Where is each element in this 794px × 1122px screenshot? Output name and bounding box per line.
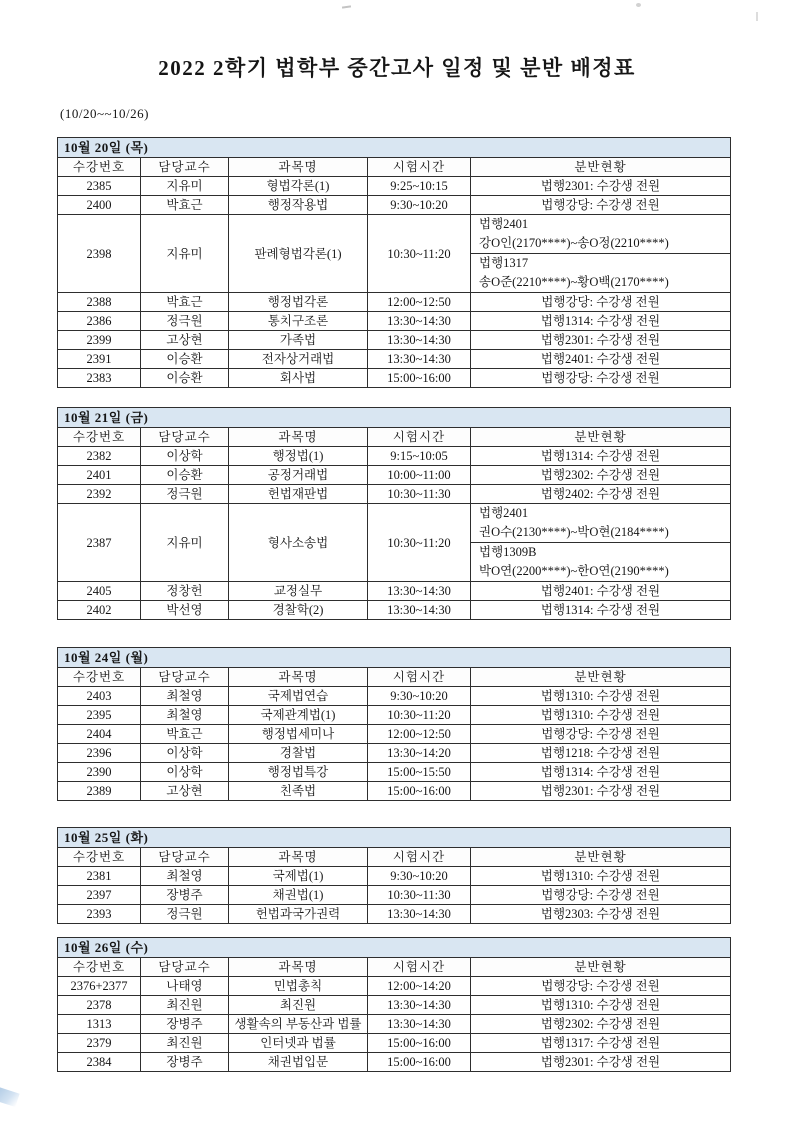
cell-room-assignment: 법행2401: 수강생 전원 — [471, 350, 731, 369]
cell-course-code: 2391 — [58, 350, 141, 369]
cell-exam-time: 9:25~10:15 — [368, 177, 471, 196]
exam-day-section — [57, 827, 730, 924]
table-date-header: 10월 21일 (금) — [58, 408, 731, 428]
cell-room-assignment: 법행2402: 수강생 전원 — [471, 485, 731, 504]
cell-exam-time: 13:30~14:30 — [368, 601, 471, 620]
exam-row — [58, 763, 731, 782]
cell-course-code: 2405 — [58, 582, 141, 601]
cell-professor: 박효근 — [141, 725, 229, 744]
column-header: 분반현황 — [471, 428, 731, 447]
cell-room-assignment — [471, 215, 731, 293]
cell-professor: 박선영 — [141, 601, 229, 620]
cell-course-code: 2379 — [58, 1034, 141, 1053]
column-header: 시험시간 — [368, 428, 471, 447]
cell-professor: 장병주 — [141, 1015, 229, 1034]
column-header: 담당교수 — [141, 958, 229, 977]
cell-exam-time: 13:30~14:20 — [368, 744, 471, 763]
cell-course-code: 2393 — [58, 905, 141, 924]
cell-room-assignment: 법행강당: 수강생 전원 — [471, 886, 731, 905]
cell-room-assignment: 법행1310: 수강생 전원 — [471, 996, 731, 1015]
cell-exam-time: 12:00~12:50 — [368, 293, 471, 312]
scan-artifact — [636, 3, 641, 7]
exam-row — [58, 886, 731, 905]
cell-exam-time: 13:30~14:30 — [368, 312, 471, 331]
column-header: 시험시간 — [368, 158, 471, 177]
cell-exam-time: 9:30~10:20 — [368, 687, 471, 706]
cell-exam-time: 10:30~11:30 — [368, 485, 471, 504]
cell-course-name: 국제법(1) — [229, 867, 368, 886]
cell-course-name: 판례형법각론(1) — [229, 215, 368, 293]
cell-course-code: 2386 — [58, 312, 141, 331]
column-header: 과목명 — [229, 848, 368, 867]
cell-course-code: 2383 — [58, 369, 141, 388]
room-line: 법행1317 — [479, 256, 529, 270]
exam-day-table — [57, 407, 731, 620]
cell-course-name: 인터넷과 법률 — [229, 1034, 368, 1053]
exam-row — [58, 687, 731, 706]
cell-exam-time: 10:00~11:00 — [368, 466, 471, 485]
column-header: 시험시간 — [368, 958, 471, 977]
cell-course-name: 회사법 — [229, 369, 368, 388]
column-header: 시험시간 — [368, 848, 471, 867]
cell-exam-time: 10:30~11:30 — [368, 886, 471, 905]
cell-course-code: 1313 — [58, 1015, 141, 1034]
cell-professor: 지유미 — [141, 215, 229, 293]
cell-exam-time: 15:00~15:50 — [368, 763, 471, 782]
cell-course-name: 교정실무 — [229, 582, 368, 601]
cell-course-name: 최진원 — [229, 996, 368, 1015]
exam-row — [58, 744, 731, 763]
cell-professor: 정극원 — [141, 312, 229, 331]
cell-course-name: 행정법세미나 — [229, 725, 368, 744]
column-header: 수강번호 — [58, 848, 141, 867]
cell-course-code: 2382 — [58, 447, 141, 466]
cell-course-code: 2404 — [58, 725, 141, 744]
cell-room-assignment: 법행2303: 수강생 전원 — [471, 905, 731, 924]
cell-room-assignment: 법행2401: 수강생 전원 — [471, 582, 731, 601]
cell-room-assignment: 법행강당: 수강생 전원 — [471, 196, 731, 215]
cell-professor: 이승환 — [141, 466, 229, 485]
cell-exam-time: 9:15~10:05 — [368, 447, 471, 466]
cell-room-assignment: 법행강당: 수강생 전원 — [471, 977, 731, 996]
cell-course-name: 민법총칙 — [229, 977, 368, 996]
cell-exam-time: 10:30~11:20 — [368, 504, 471, 582]
cell-room-assignment: 법행강당: 수강생 전원 — [471, 293, 731, 312]
column-header: 시험시간 — [368, 668, 471, 687]
cell-room-assignment: 법행1310: 수강생 전원 — [471, 687, 731, 706]
cell-room-assignment: 법행강당: 수강생 전원 — [471, 369, 731, 388]
table-date-header: 10월 26일 (수) — [58, 938, 731, 958]
cell-exam-time: 13:30~14:30 — [368, 582, 471, 601]
cell-exam-time: 13:30~14:30 — [368, 905, 471, 924]
exam-row — [58, 996, 731, 1015]
cell-course-code: 2376+2377 — [58, 977, 141, 996]
column-header: 과목명 — [229, 958, 368, 977]
cell-room-assignment: 법행1314: 수강생 전원 — [471, 763, 731, 782]
cell-course-name: 가족법 — [229, 331, 368, 350]
cell-professor: 고상현 — [141, 782, 229, 801]
cell-course-name: 경찰학(2) — [229, 601, 368, 620]
cell-professor: 최철영 — [141, 867, 229, 886]
cell-exam-time: 15:00~16:00 — [368, 369, 471, 388]
exam-row — [58, 312, 731, 331]
cell-course-code: 2390 — [58, 763, 141, 782]
cell-room-assignment: 법행2301: 수강생 전원 — [471, 1053, 731, 1072]
cell-professor: 최진원 — [141, 1034, 229, 1053]
column-header: 수강번호 — [58, 428, 141, 447]
cell-course-name: 공정거래법 — [229, 466, 368, 485]
cell-course-name: 행정작용법 — [229, 196, 368, 215]
exam-row — [58, 1053, 731, 1072]
exam-row — [58, 485, 731, 504]
cell-exam-time: 12:00~14:20 — [368, 977, 471, 996]
cell-room-assignment: 법행1317: 수강생 전원 — [471, 1034, 731, 1053]
cell-room-assignment: 법행2301: 수강생 전원 — [471, 782, 731, 801]
cell-exam-time: 12:00~12:50 — [368, 725, 471, 744]
exam-row — [58, 504, 731, 582]
cell-course-name: 통치구조론 — [229, 312, 368, 331]
cell-exam-time: 15:00~16:00 — [368, 782, 471, 801]
cell-course-code: 2402 — [58, 601, 141, 620]
cell-professor: 정극원 — [141, 905, 229, 924]
cell-exam-time: 10:30~11:20 — [368, 215, 471, 293]
cell-professor: 이상학 — [141, 744, 229, 763]
room-line: 법행2401 — [479, 217, 529, 231]
cell-professor: 장병주 — [141, 1053, 229, 1072]
cell-room-assignment: 법행1314: 수강생 전원 — [471, 601, 731, 620]
column-header: 과목명 — [229, 428, 368, 447]
room-split-section — [471, 504, 730, 543]
cell-professor: 최철영 — [141, 687, 229, 706]
cell-course-name: 행정법(1) — [229, 447, 368, 466]
table-date-header: 10월 24일 (월) — [58, 648, 731, 668]
cell-professor: 이승환 — [141, 350, 229, 369]
cell-course-name: 경찰법 — [229, 744, 368, 763]
exam-row — [58, 293, 731, 312]
cell-course-name: 채권법(1) — [229, 886, 368, 905]
cell-professor: 장병주 — [141, 886, 229, 905]
cell-course-name: 전자상거래법 — [229, 350, 368, 369]
cell-course-code: 2389 — [58, 782, 141, 801]
room-split-section — [471, 254, 730, 292]
exam-row — [58, 725, 731, 744]
column-header: 분반현황 — [471, 848, 731, 867]
cell-room-assignment: 법행1314: 수강생 전원 — [471, 447, 731, 466]
cell-exam-time: 15:00~16:00 — [368, 1034, 471, 1053]
cell-course-name: 생활속의 부동산과 법률 — [229, 1015, 368, 1034]
exam-day-section — [57, 937, 730, 1072]
cell-room-assignment: 법행1310: 수강생 전원 — [471, 706, 731, 725]
cell-professor: 정창헌 — [141, 582, 229, 601]
column-header: 분반현황 — [471, 958, 731, 977]
room-split-section — [471, 215, 730, 254]
cell-room-assignment: 법행2301: 수강생 전원 — [471, 331, 731, 350]
cell-course-name: 형법각론(1) — [229, 177, 368, 196]
cell-course-code: 2384 — [58, 1053, 141, 1072]
cell-course-name: 행정법각론 — [229, 293, 368, 312]
cell-professor: 나태영 — [141, 977, 229, 996]
cell-course-code: 2381 — [58, 867, 141, 886]
cell-course-code: 2392 — [58, 485, 141, 504]
exam-row — [58, 1034, 731, 1053]
cell-room-assignment: 법행강당: 수강생 전원 — [471, 725, 731, 744]
column-header: 수강번호 — [58, 668, 141, 687]
exam-row — [58, 369, 731, 388]
cell-exam-time: 9:30~10:20 — [368, 867, 471, 886]
room-line: 법행1309B — [479, 545, 537, 559]
cell-exam-time: 13:30~14:30 — [368, 996, 471, 1015]
cell-professor: 이상학 — [141, 763, 229, 782]
cell-course-code: 2397 — [58, 886, 141, 905]
student-range-line: 송O준(2210****)~황O백(2170****) — [479, 275, 669, 289]
cell-room-assignment: 법행2302: 수강생 전원 — [471, 1015, 731, 1034]
cell-course-code: 2398 — [58, 215, 141, 293]
exam-row — [58, 706, 731, 725]
column-header: 과목명 — [229, 158, 368, 177]
cell-exam-time: 13:30~14:30 — [368, 331, 471, 350]
cell-course-name: 형사소송법 — [229, 504, 368, 582]
cell-professor: 지유미 — [141, 504, 229, 582]
student-range-line: 박O연(2200****)~한O연(2190****) — [479, 564, 669, 578]
cell-exam-time: 13:30~14:30 — [368, 1015, 471, 1034]
exam-row — [58, 782, 731, 801]
cell-course-name: 헌법과국가권력 — [229, 905, 368, 924]
cell-course-code: 2396 — [58, 744, 141, 763]
student-range-line: 강O인(2170****)~송O정(2210****) — [479, 236, 669, 250]
cell-course-name: 행정법특강 — [229, 763, 368, 782]
cell-room-assignment: 법행2302: 수강생 전원 — [471, 466, 731, 485]
exam-day-table — [57, 937, 731, 1072]
exam-row — [58, 177, 731, 196]
date-range: (10/20~~10/26) — [60, 106, 149, 121]
cell-course-code: 2387 — [58, 504, 141, 582]
cell-course-name: 국제관계법(1) — [229, 706, 368, 725]
cell-course-code: 2395 — [58, 706, 141, 725]
cell-professor: 최진원 — [141, 996, 229, 1015]
exam-row — [58, 215, 731, 293]
cell-exam-time: 13:30~14:30 — [368, 350, 471, 369]
column-header: 수강번호 — [58, 958, 141, 977]
column-header: 과목명 — [229, 668, 368, 687]
cell-exam-time: 15:00~16:00 — [368, 1053, 471, 1072]
cell-room-assignment — [471, 504, 731, 582]
column-header: 담당교수 — [141, 428, 229, 447]
exam-row — [58, 331, 731, 350]
cell-course-name: 헌법재판법 — [229, 485, 368, 504]
cell-course-code: 2401 — [58, 466, 141, 485]
page-title: 2022 2학기 법학부 중간고사 일정 및 분반 배정표 — [158, 56, 636, 80]
student-range-line: 권O수(2130****)~박O현(2184****) — [479, 525, 669, 539]
column-header: 수강번호 — [58, 158, 141, 177]
column-header: 담당교수 — [141, 668, 229, 687]
cell-professor: 고상현 — [141, 331, 229, 350]
column-header: 분반현황 — [471, 668, 731, 687]
exam-row — [58, 196, 731, 215]
cell-course-code: 2385 — [58, 177, 141, 196]
cell-room-assignment: 법행2301: 수강생 전원 — [471, 177, 731, 196]
cell-exam-time: 10:30~11:20 — [368, 706, 471, 725]
cell-exam-time: 9:30~10:20 — [368, 196, 471, 215]
cell-course-name: 국제법연습 — [229, 687, 368, 706]
exam-row — [58, 466, 731, 485]
exam-row — [58, 905, 731, 924]
cell-course-code: 2399 — [58, 331, 141, 350]
scan-artifact — [342, 5, 351, 8]
cell-room-assignment: 법행1218: 수강생 전원 — [471, 744, 731, 763]
cell-course-code: 2403 — [58, 687, 141, 706]
cell-professor: 최철영 — [141, 706, 229, 725]
exam-row — [58, 582, 731, 601]
cell-course-name: 채권법입문 — [229, 1053, 368, 1072]
scan-artifact — [756, 12, 758, 21]
cell-course-code: 2400 — [58, 196, 141, 215]
exam-day-table — [57, 827, 731, 924]
exam-row — [58, 1015, 731, 1034]
cell-professor: 박효근 — [141, 293, 229, 312]
cell-course-name: 친족법 — [229, 782, 368, 801]
cell-professor: 정극원 — [141, 485, 229, 504]
exam-day-section — [57, 647, 730, 801]
cell-room-assignment: 법행1314: 수강생 전원 — [471, 312, 731, 331]
cell-course-code: 2378 — [58, 996, 141, 1015]
exam-day-section — [57, 137, 730, 388]
cell-professor: 지유미 — [141, 177, 229, 196]
cell-professor: 박효근 — [141, 196, 229, 215]
exam-row — [58, 977, 731, 996]
table-date-header: 10월 20일 (목) — [58, 138, 731, 158]
exam-day-table — [57, 647, 731, 801]
table-date-header: 10월 25일 (화) — [58, 828, 731, 848]
scan-artifact-blue-mark — [0, 1087, 20, 1107]
cell-course-code: 2388 — [58, 293, 141, 312]
column-header: 담당교수 — [141, 158, 229, 177]
cell-professor: 이승환 — [141, 369, 229, 388]
room-line: 법행2401 — [479, 506, 529, 520]
exam-row — [58, 601, 731, 620]
column-header: 담당교수 — [141, 848, 229, 867]
room-split-section — [471, 543, 730, 581]
exam-row — [58, 867, 731, 886]
column-header: 분반현황 — [471, 158, 731, 177]
exam-day-section — [57, 407, 730, 620]
exam-day-table — [57, 137, 731, 388]
cell-room-assignment: 법행1310: 수강생 전원 — [471, 867, 731, 886]
exam-row — [58, 350, 731, 369]
cell-professor: 이상학 — [141, 447, 229, 466]
exam-row — [58, 447, 731, 466]
